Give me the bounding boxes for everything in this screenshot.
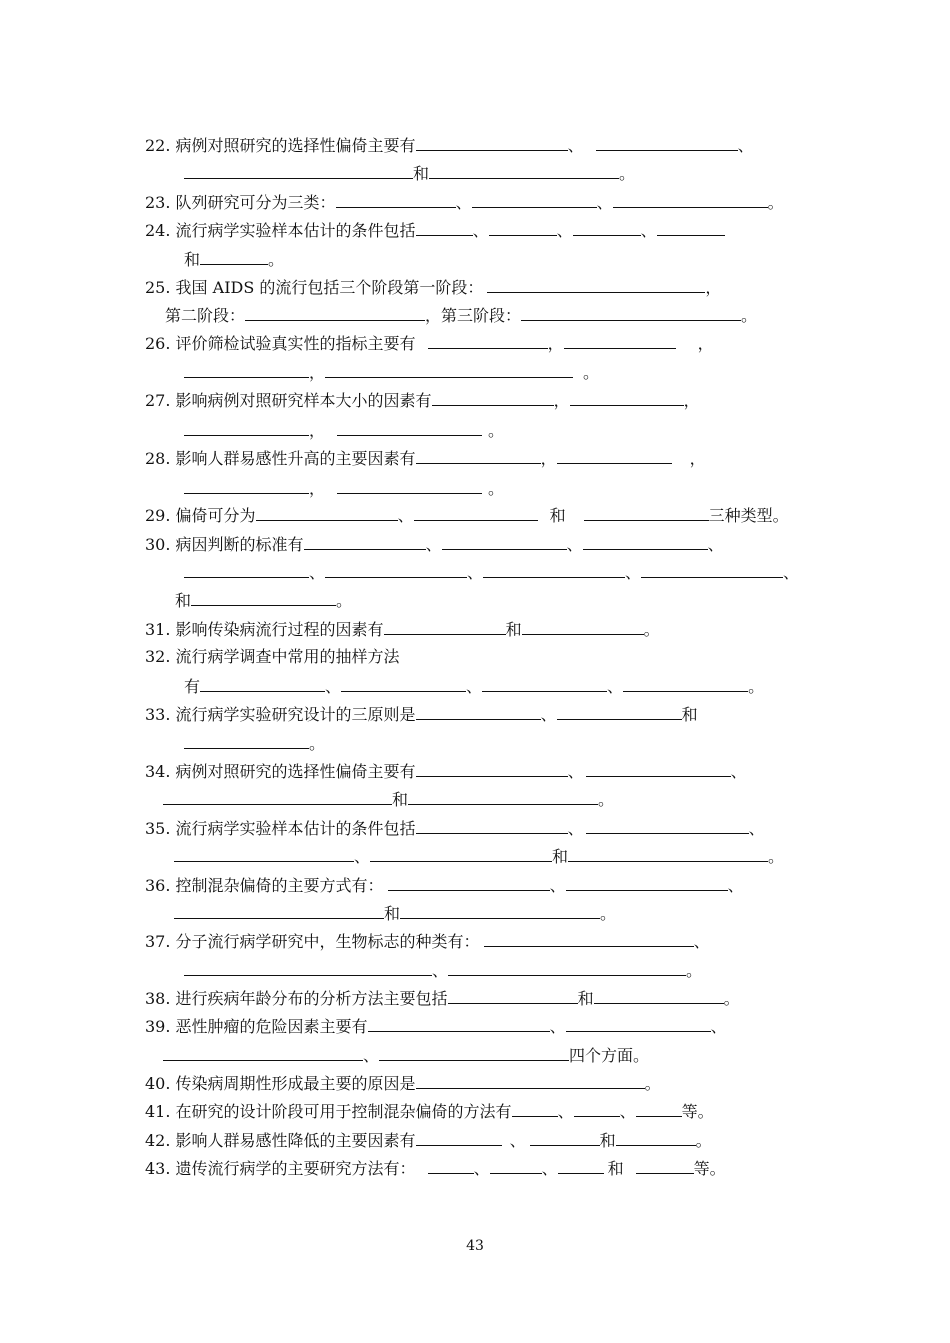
blank[interactable] [416,1073,645,1089]
question-text: 四个方面。 [569,1046,650,1065]
sep: 、 [541,1159,558,1178]
blank[interactable] [566,875,728,891]
question-30-line-2 [184,562,799,583]
sep: 。 [768,847,785,866]
sep: 和 [184,250,201,269]
sep: 和 [413,164,430,183]
question-39-line-2 [163,1045,649,1066]
blank[interactable] [522,619,644,635]
question-28-line-2 [184,478,504,499]
blank[interactable] [163,789,392,805]
blank[interactable] [184,733,309,749]
question-26-line-1 [145,333,714,354]
question-37-line-1 [145,931,710,952]
blank[interactable] [191,590,336,606]
blank[interactable] [416,135,568,151]
sep: 。 [309,734,326,753]
sep: 、 [556,221,573,240]
sep: ， [689,449,706,468]
blank[interactable] [325,562,467,578]
blank[interactable] [388,875,550,891]
question-36-line-2 [174,903,616,924]
blank[interactable] [304,534,426,550]
question-33-line-2 [184,733,325,754]
sep: 、 [466,677,483,696]
blank[interactable] [325,362,573,378]
sep: 、 [707,535,724,554]
sep: 、 [619,1102,636,1121]
question-number: 30. [145,535,171,554]
blank[interactable] [416,704,541,720]
blank[interactable] [489,220,557,236]
question-34-line-1 [145,761,747,782]
question-number: 31. [145,620,171,639]
blank[interactable] [442,534,567,550]
sep: ， [697,334,714,353]
question-number: 34. [145,762,171,781]
blank[interactable] [613,192,768,208]
blank[interactable] [416,1130,502,1146]
sep: 和 [549,506,566,525]
blank[interactable] [428,333,548,349]
sep: 、 [432,961,449,980]
question-number: 39. [145,1017,171,1036]
sep: 、 [567,819,584,838]
question-text: 流行病学调查中常用的抽样方法 [175,647,400,666]
question-text: 影响人群易感性降低的主要因素有 [175,1131,416,1150]
sep: 、 [397,506,414,525]
question-36-line-1 [145,875,744,896]
blank[interactable] [564,333,676,349]
blank[interactable] [568,846,768,862]
sep: 。 [488,421,505,440]
blank[interactable] [641,562,783,578]
sep: ， [547,334,564,353]
blank[interactable] [557,704,682,720]
sep: 、 [783,563,800,582]
sep: 。 [686,961,703,980]
blank[interactable] [596,135,738,151]
question-number: 43. [145,1159,171,1178]
sep: 。 [643,620,660,639]
question-text: 第二阶段： [165,306,246,325]
question-number: 32. [145,647,171,666]
blank[interactable] [379,1045,569,1061]
sep: ， [553,391,570,410]
blank[interactable] [512,1101,558,1117]
blank[interactable] [368,1016,550,1032]
sep: 和 [384,904,401,923]
question-text: 我国 AIDS 的流行包括三个阶段第一阶段： [175,278,484,297]
sep: 、 [549,1017,566,1036]
sep: 、 [540,705,557,724]
question-29 [145,505,789,526]
question-text: ，第三阶段： [425,306,522,325]
question-32-line-1 [145,647,400,667]
sep: 、 [640,221,657,240]
question-text: 病因判断的标准有 [175,535,304,554]
blank[interactable] [174,846,354,862]
sep: 、 [472,221,489,240]
sep: 、 [467,563,484,582]
sep: 。 [644,1074,661,1093]
blank[interactable] [245,305,425,321]
sep: ， [705,278,722,297]
sep: ， [309,479,326,498]
question-text: 影响传染病流行过程的因素有 [175,620,384,639]
sep: 、 [549,876,566,895]
sep: 。 [600,904,617,923]
question-34-line-2 [163,789,614,810]
sep: 、 [455,193,472,212]
question-number: 23. [145,193,171,212]
blank[interactable] [586,818,749,834]
question-text: 控制混杂偏倚的主要方式有： [175,876,384,895]
sep: 。 [268,250,285,269]
blank[interactable] [200,676,325,692]
blank[interactable] [574,1101,620,1117]
blank[interactable] [384,619,506,635]
blank[interactable] [616,1130,696,1146]
question-22-line-1 [145,135,754,156]
blank[interactable] [521,305,741,321]
blank[interactable] [337,478,482,494]
blank[interactable] [657,220,725,236]
blank[interactable] [370,846,552,862]
question-43 [145,1158,726,1179]
sep: ， [683,391,700,410]
sep: 、 [737,136,754,155]
question-25-line-2 [165,305,757,326]
blank[interactable] [583,534,708,550]
blank[interactable] [636,1158,694,1174]
sep: ， [309,421,326,440]
blank[interactable] [429,163,619,179]
blank[interactable] [337,420,482,436]
sep: 和 [505,620,522,639]
blank[interactable] [341,676,466,692]
question-text: 等。 [693,1159,726,1178]
question-text: 恶性肿瘤的危险因素主要有 [175,1017,368,1036]
sep: 。 [583,363,600,382]
sep: 、 [730,762,747,781]
question-number: 36. [145,876,171,895]
sep: 、 [567,762,584,781]
page-number: 43 [466,1238,484,1254]
question-31 [145,619,660,640]
question-28-line-1 [145,448,706,469]
blank[interactable] [336,192,456,208]
sep: 。 [598,790,615,809]
question-number: 33. [145,705,171,724]
blank[interactable] [184,420,309,436]
blank[interactable] [416,448,541,464]
sep: 。 [723,989,740,1008]
blank[interactable] [586,761,731,777]
sep: 。 [488,479,505,498]
sep: 、 [557,1102,574,1121]
sep: 、 [425,535,442,554]
sep: 和 [577,989,594,1008]
question-38 [145,988,740,1009]
blank[interactable] [414,505,538,521]
question-number: 41. [145,1102,171,1121]
question-text: 分子流行病学研究中，生物标志的种类有： [175,932,480,951]
question-39-line-1 [145,1016,727,1037]
blank[interactable] [256,505,398,521]
sep: ， [540,449,557,468]
blank[interactable] [408,789,598,805]
question-27-line-1 [145,390,700,411]
question-number: 25. [145,278,171,297]
question-40 [145,1073,661,1094]
question-30-line-1 [145,534,724,555]
question-text: 进行疾病年龄分布的分析方法主要包括 [175,989,448,1008]
question-text: 病例对照研究的选择性偏倚主要有 [175,762,416,781]
blank[interactable] [174,903,384,919]
question-text: 队列研究可分为三类： [175,193,336,212]
question-text: 传染病周期性形成最主要的原因是 [175,1074,416,1093]
blank[interactable] [584,505,709,521]
blank[interactable] [428,1158,474,1174]
sep: 和 [175,591,192,610]
sep: 、 [625,563,642,582]
question-24-line-1 [145,220,725,241]
sep: 和 [681,705,698,724]
blank[interactable] [416,220,473,236]
question-42 [145,1130,712,1151]
question-22-line-2 [184,163,635,184]
sep: 、 [607,677,624,696]
blank[interactable] [530,1130,600,1146]
sep: 、 [325,677,342,696]
sep: 和 [552,847,569,866]
blank[interactable] [184,960,432,976]
question-number: 28. [145,449,171,468]
question-text: 在研究的设计阶段可用于控制混杂偏倚的方法有 [175,1102,512,1121]
question-text: 有 [184,677,201,696]
blank[interactable] [200,249,268,265]
blank[interactable] [416,761,568,777]
question-text: 遗传流行病学的主要研究方法有： [175,1159,416,1178]
question-number: 29. [145,506,171,525]
blank[interactable] [184,478,309,494]
sep: 、 [363,1046,380,1065]
blank[interactable] [432,390,554,406]
blank[interactable] [184,163,413,179]
question-number: 42. [145,1131,171,1150]
sep: 、 [309,563,326,582]
blank[interactable] [448,960,686,976]
blank[interactable] [482,676,607,692]
question-number: 27. [145,391,171,410]
question-text: 病例对照研究的选择性偏倚主要有 [175,136,416,155]
question-text: 流行病学实验样本估计的条件包括 [175,221,416,240]
blank[interactable] [416,818,568,834]
blank[interactable] [400,903,600,919]
sep: 、 [596,193,613,212]
question-text: 三种类型。 [708,506,789,525]
blank[interactable] [184,562,309,578]
question-37-line-2 [184,960,702,981]
question-24-line-2 [184,249,284,270]
sep: ， [309,363,326,382]
sep: 、 [727,876,744,895]
blank[interactable] [623,676,748,692]
sep: 。 [741,306,758,325]
question-27-line-2 [184,420,504,441]
question-23 [145,192,784,213]
sep: 。 [748,677,765,696]
question-32-line-2 [184,676,764,697]
question-text: 等。 [681,1102,714,1121]
blank[interactable] [163,1045,363,1061]
question-number: 22. [145,136,171,155]
blank[interactable] [570,390,684,406]
question-text: 影响病例对照研究样本大小的因素有 [175,391,432,410]
question-text: 影响人群易感性升高的主要因素有 [175,449,416,468]
blank[interactable] [448,988,578,1004]
sep: 。 [695,1131,712,1150]
sep: 、 [354,847,371,866]
blank[interactable] [487,277,705,293]
blank[interactable] [573,220,641,236]
sep: 和 [607,1159,624,1178]
blank[interactable] [184,362,309,378]
blank[interactable] [484,931,694,947]
question-33-line-1 [145,704,698,725]
blank[interactable] [558,1158,604,1174]
sep: 、 [566,535,583,554]
question-41 [145,1101,714,1122]
question-number: 26. [145,334,171,353]
question-text: 评价筛检试验真实性的指标主要有 [175,334,416,353]
blank[interactable] [472,192,597,208]
sep: 、 [693,932,710,951]
question-text: 流行病学实验样本估计的条件包括 [175,819,416,838]
blank[interactable] [566,1016,711,1032]
blank[interactable] [557,448,672,464]
question-30-line-3 [175,590,352,611]
blank[interactable] [483,562,625,578]
question-35-line-1 [145,818,765,839]
question-number: 40. [145,1074,171,1093]
sep: 、 [748,819,765,838]
question-number: 24. [145,221,171,240]
sep: 、 [567,136,584,155]
sep: 。 [619,164,636,183]
sep: 。 [767,193,784,212]
sep: 和 [392,790,409,809]
sep: 和 [599,1131,616,1150]
sep: 、 [509,1131,526,1150]
question-25-line-1 [145,277,721,298]
question-26-line-2 [184,362,599,383]
blank[interactable] [636,1101,682,1117]
blank[interactable] [490,1158,542,1174]
question-text: 偏倚可分为 [175,506,256,525]
question-number: 35. [145,819,171,838]
question-number: 38. [145,989,171,1008]
question-number: 37. [145,932,171,951]
sep: 、 [473,1159,490,1178]
sep: 。 [336,591,353,610]
sep: 、 [710,1017,727,1036]
question-text: 流行病学实验研究设计的三原则是 [175,705,416,724]
question-35-line-2 [174,846,784,867]
blank[interactable] [594,988,724,1004]
